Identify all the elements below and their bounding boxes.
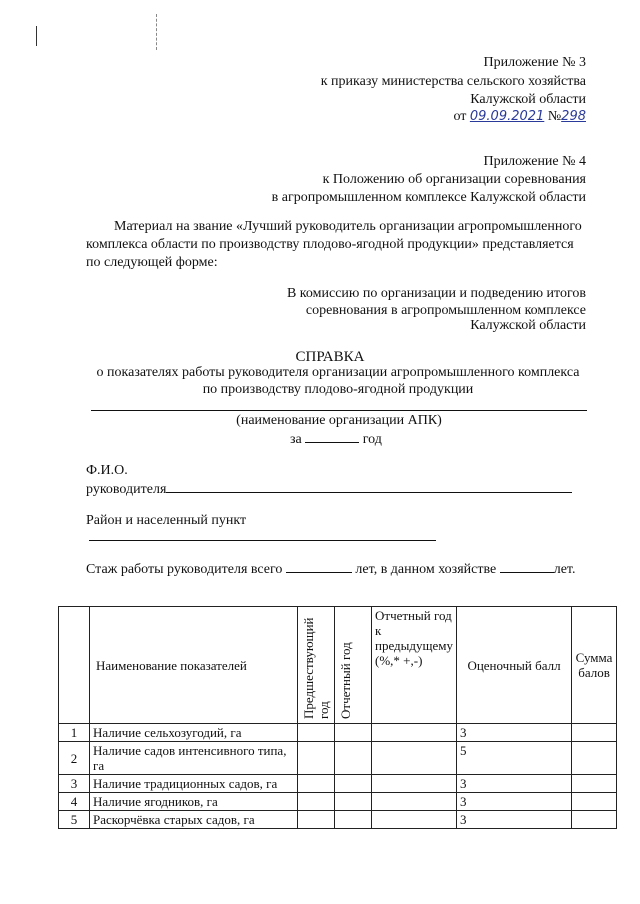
document-subtitle-2: по производству плодово-ягодной продукции bbox=[202, 382, 474, 397]
district-label: Район и населенный пункт bbox=[86, 513, 247, 528]
document-subtitle-1: о показателях работы руководителя организации агропромышленного комплекса bbox=[96, 365, 580, 380]
row-name: Наличие садов интенсивного типа, га bbox=[90, 742, 298, 775]
score-cell: 3 bbox=[457, 724, 572, 742]
score-cell: 3 bbox=[457, 775, 572, 793]
total-experience-field[interactable] bbox=[286, 560, 352, 573]
row-number: 3 bbox=[59, 775, 90, 793]
percent-cell[interactable] bbox=[372, 775, 457, 793]
header-percent: Отчетный год к предыдущему (%,* +,-) bbox=[372, 607, 457, 724]
addressee-line2: соревнования в агропромышленном комплексе bbox=[305, 303, 586, 318]
document-title: СПРАВКА bbox=[295, 349, 365, 365]
from-label: от bbox=[453, 109, 467, 124]
row-number: 2 bbox=[59, 742, 90, 775]
prev-year-cell[interactable] bbox=[298, 742, 335, 775]
header-report-year bbox=[335, 607, 372, 724]
manager-row bbox=[86, 480, 572, 499]
experience-suffix: лет. bbox=[553, 562, 576, 577]
percent-cell[interactable] bbox=[372, 793, 457, 811]
table-row bbox=[59, 811, 617, 829]
row-number: 5 bbox=[59, 811, 90, 829]
table-header-row bbox=[59, 607, 617, 724]
sum-cell[interactable] bbox=[572, 724, 617, 742]
table-row bbox=[59, 775, 617, 793]
row-number: 4 bbox=[59, 793, 90, 811]
year-line bbox=[290, 430, 382, 449]
report-year-cell[interactable] bbox=[335, 724, 372, 742]
report-year-cell[interactable] bbox=[335, 742, 372, 775]
score-cell: 3 bbox=[457, 793, 572, 811]
appendix-4-line2: в агропромышленном комплексе Калужской области bbox=[271, 190, 586, 205]
intro-line2: комплекса области по производству плодово-ягодной продукции» представляется bbox=[86, 237, 574, 252]
intro-line3: по следующей форме: bbox=[86, 255, 218, 270]
row-name: Наличие сельхозугодий, га bbox=[90, 724, 298, 742]
table-row bbox=[59, 742, 617, 775]
header-number bbox=[59, 607, 90, 724]
appendix-3-title: Приложение № 3 bbox=[483, 55, 586, 70]
prev-year-cell[interactable] bbox=[298, 811, 335, 829]
experience-label: Стаж работы руководителя всего bbox=[86, 562, 283, 577]
addressee-line1: В комиссию по организации и подведению итогов bbox=[286, 286, 586, 301]
sum-cell[interactable] bbox=[572, 811, 617, 829]
row-name: Наличие традиционных садов, га bbox=[90, 775, 298, 793]
sum-cell[interactable] bbox=[572, 742, 617, 775]
table-row bbox=[59, 793, 617, 811]
order-reference bbox=[453, 108, 586, 126]
experience-mid-label: лет, в данном хозяйстве bbox=[355, 562, 497, 577]
prev-year-cell[interactable] bbox=[298, 724, 335, 742]
number-label: № bbox=[547, 109, 562, 124]
appendix-4-line1: к Положению об организации соревнования bbox=[322, 172, 586, 187]
header-prev-year-text: Предшествующий год bbox=[301, 617, 331, 719]
header-sum: Сумма балов bbox=[572, 607, 617, 724]
row-number: 1 bbox=[59, 724, 90, 742]
manager-name-field[interactable] bbox=[166, 480, 572, 493]
header-name: Наименование показателей bbox=[90, 607, 298, 724]
prev-year-cell[interactable] bbox=[298, 775, 335, 793]
header-score: Оценочный балл bbox=[457, 607, 572, 724]
farm-experience-field[interactable] bbox=[500, 560, 554, 573]
fio-label: Ф.И.О. bbox=[86, 463, 128, 478]
handwritten-number: 298 bbox=[561, 109, 586, 124]
year-field[interactable] bbox=[305, 430, 359, 443]
district-field[interactable] bbox=[89, 540, 436, 541]
row-name: Раскорчёвка старых садов, га bbox=[90, 811, 298, 829]
score-cell: 5 bbox=[457, 742, 572, 775]
scan-mark bbox=[36, 26, 37, 46]
year-suffix: год bbox=[362, 432, 382, 447]
header-prev-year bbox=[298, 607, 335, 724]
report-year-cell[interactable] bbox=[335, 775, 372, 793]
report-year-cell[interactable] bbox=[335, 811, 372, 829]
manager-label: руководителя bbox=[86, 482, 167, 497]
table-row bbox=[59, 724, 617, 742]
intro-line1: Материал на звание «Лучший руководитель организации агропромышленного bbox=[114, 219, 582, 234]
score-cell: 3 bbox=[457, 811, 572, 829]
year-prefix: за bbox=[290, 432, 302, 447]
report-year-cell[interactable] bbox=[335, 793, 372, 811]
sum-cell[interactable] bbox=[572, 775, 617, 793]
experience-row bbox=[86, 560, 575, 579]
handwritten-date: 09.09.2021 bbox=[469, 109, 545, 124]
sum-cell[interactable] bbox=[572, 793, 617, 811]
percent-cell[interactable] bbox=[372, 811, 457, 829]
prev-year-cell[interactable] bbox=[298, 793, 335, 811]
appendix-4-title: Приложение № 4 bbox=[483, 154, 586, 169]
scan-mark bbox=[156, 14, 158, 50]
header-report-year-text: Отчетный год bbox=[338, 642, 353, 719]
org-name-line[interactable] bbox=[91, 410, 587, 411]
row-name: Наличие ягодников, га bbox=[90, 793, 298, 811]
appendix-3-line2: Калужской области bbox=[470, 92, 586, 107]
percent-cell[interactable] bbox=[372, 742, 457, 775]
indicators-table bbox=[58, 606, 617, 829]
org-name-caption: (наименование организации АПК) bbox=[236, 413, 442, 428]
addressee-line3: Калужской области bbox=[470, 318, 586, 333]
percent-cell[interactable] bbox=[372, 724, 457, 742]
appendix-3-line1: к приказу министерства сельского хозяйства bbox=[320, 74, 586, 89]
